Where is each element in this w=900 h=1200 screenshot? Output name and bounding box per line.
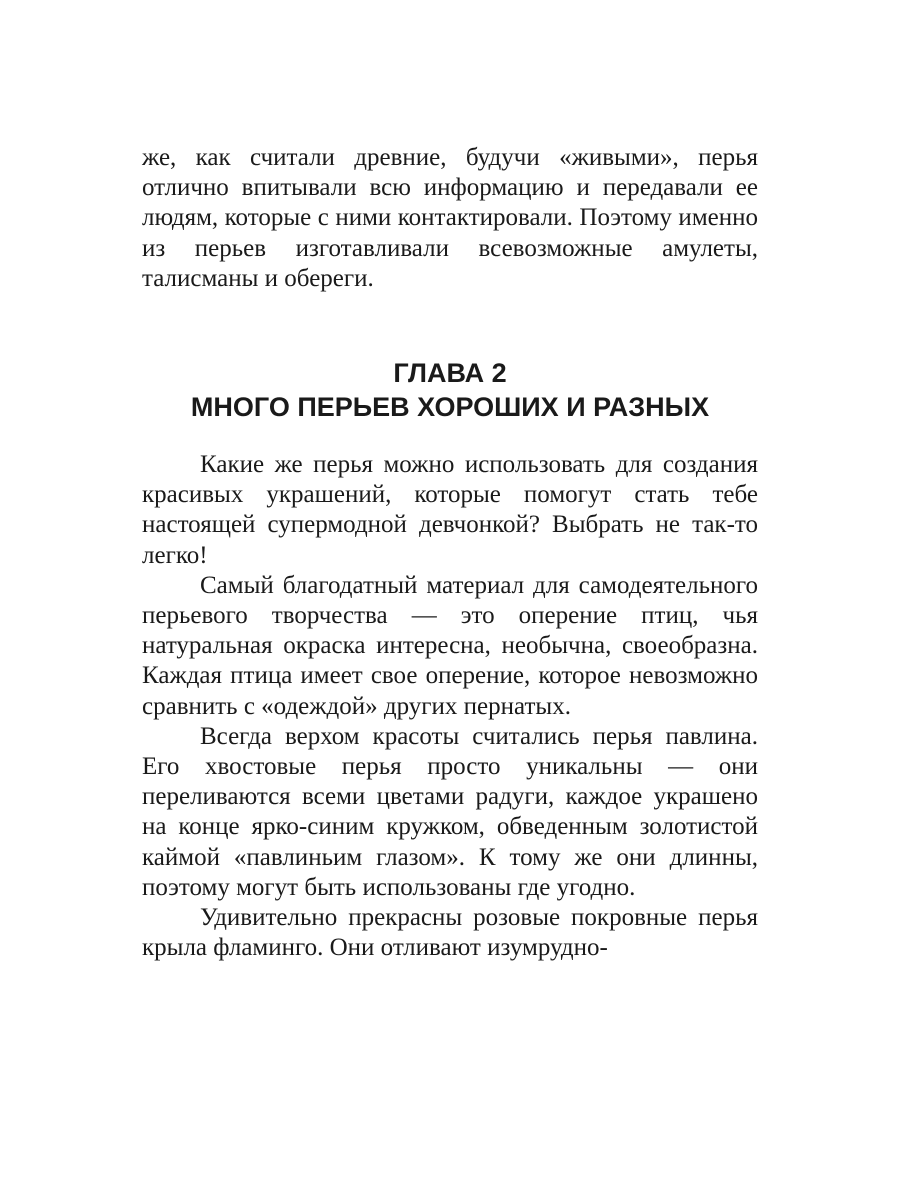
chapter-number: ГЛАВА 2 (393, 358, 507, 389)
paragraph-3: Всегда верхом красоты считались перья павлина. Его хвостовые перья просто уникальны — они переливаются всеми цветами радуги, каждое украшено на конце ярко-синим кружком, обведенным золотистой каймой «павлиньим глазом». К тому же они длинны, поэтому могут быть использованы где угодно. (142, 722, 758, 901)
chapter-title: МНОГО ПЕРЬЕВ ХОРОШИХ И РАЗНЫХ (190, 392, 710, 423)
paragraph-2: Самый благодатный материал для самодеятельного перьевого творчества — это оперение птиц, чья натуральная окраска интересна, необычна, своеобразна. Каждая птица имеет свое оперение, которое невозможно сравнить с «одеждой» других пернатых. (142, 571, 758, 720)
chapter-heading (142, 356, 758, 424)
intro-paragraph: же, как считали древние, будучи «живыми», перья отлично впитывали всю информацию и передавали ее людям, которые с ними контактировали. Поэтому именно из перьев изготавливали всевозможные амулеты, талисманы и обереги. (142, 144, 758, 292)
book-page (142, 143, 758, 963)
paragraph-1: Какие же перья можно использовать для создания красивых украшений, которые помогут стать тебе настоящей супермодной девчонкой? Выбрать не так-то легко! (142, 451, 758, 569)
paragraph-4: Удивительно прекрасны розовые покровные перья крыла фламинго. Они отливают изумрудно- (142, 904, 758, 962)
